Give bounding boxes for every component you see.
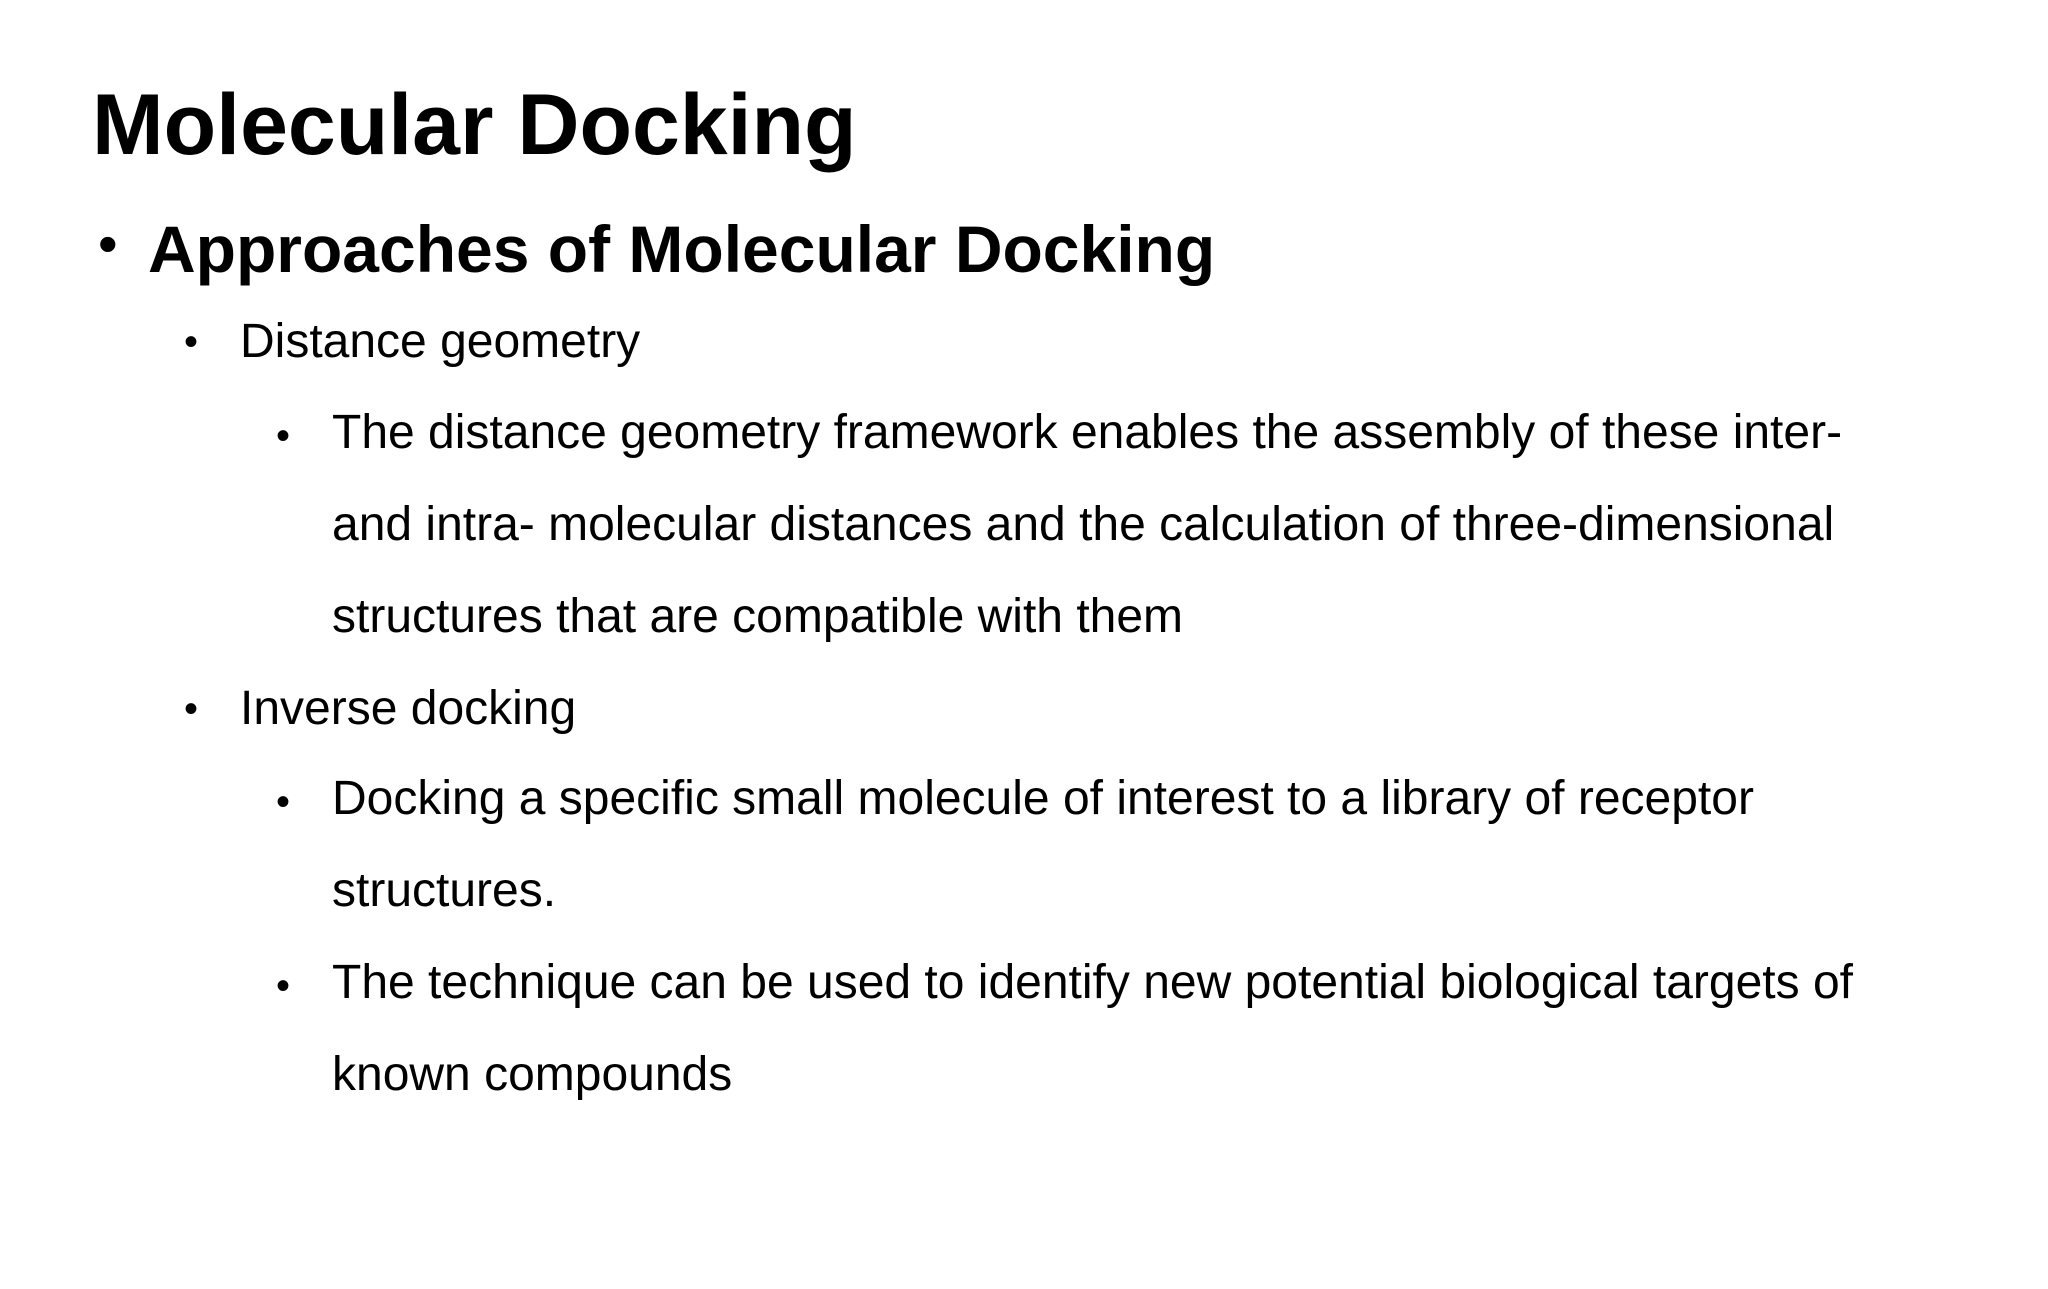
- bullet-dot-icon: •: [184, 687, 199, 731]
- point-line: structures that are compatible with them: [332, 590, 1184, 643]
- bullet-inverse-docking: [184, 681, 577, 736]
- bullet-inverse-docking-point-2: [276, 956, 1853, 1121]
- bullet-inverse-docking-point-1: [276, 772, 1754, 937]
- heading-approaches: Approaches of Molecular Docking: [148, 212, 1216, 286]
- bullet-dot-icon: •: [276, 964, 291, 1008]
- bullet-distance-geometry-point: [276, 406, 1843, 663]
- point-line: known compounds: [332, 1048, 733, 1101]
- bullet-dot-icon: •: [276, 780, 291, 824]
- bullet-dot-icon: •: [98, 212, 118, 275]
- point-line: structures.: [332, 864, 557, 917]
- point-line: and intra- molecular distances and the calculation of three-dimensional: [332, 498, 1835, 551]
- point-line: The distance geometry framework enables the assembly of these inter-: [332, 406, 1843, 459]
- bullet-dot-icon: •: [184, 320, 199, 364]
- section-label: Distance geometry: [240, 315, 641, 368]
- bullet-heading: [98, 212, 1216, 288]
- point-line: The technique can be used to identify new potential biological targets of: [332, 956, 1853, 1009]
- bullet-distance-geometry: [184, 314, 641, 369]
- section-label: Inverse docking: [240, 682, 577, 735]
- bullet-dot-icon: •: [276, 414, 291, 458]
- point-line: Docking a specific small molecule of interest to a library of receptor: [332, 772, 1754, 825]
- slide-title: Molecular Docking: [92, 77, 857, 173]
